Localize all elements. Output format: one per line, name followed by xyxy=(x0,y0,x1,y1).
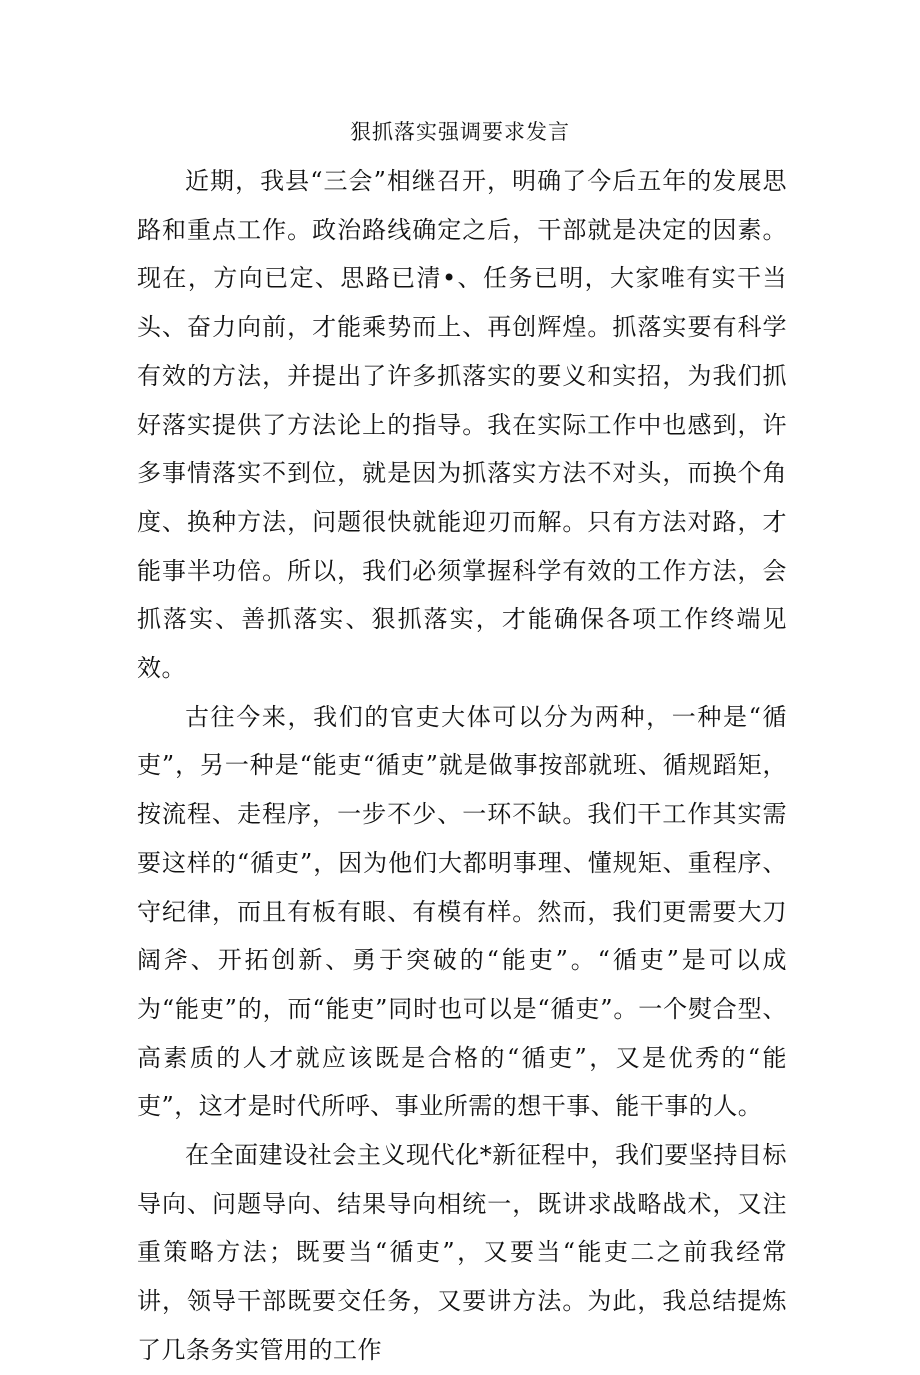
document-body xyxy=(137,157,787,1375)
document-title: 狠抓落实强调要求发言 xyxy=(350,120,570,144)
paragraph-3: 在全面建设社会主义现代化*新征程中，我们要坚持目标导向、问题导向、结果导向相统一，既讲求战略战术，又注重策略方法；既要当“循吏”，又要当“能吏二之前我经常讲，领导干部既要交任务，又要讲方法。为此，我总结提炼了几条务实管用的工作 xyxy=(137,1141,787,1364)
paragraph-1: 近期，我县“三会”相继召开，明确了今后五年的发展思路和重点工作。政治路线确定之后，干部就是决定的因素。现在，方向已定、思路已清•、任务已明，大家唯有实干当头、奋力向前，才能乘势而上、再创辉煌。抓落实要有科学有效的方法，并提出了许多抓落实的要义和实招，为我们抓好落实提供了方法论上的指导。我在实际工作中也感到，许多事情落实不到位，就是因为抓落实方法不对头，而换个角度、换种方法，问题很快就能迎刃而解。只有方法对路，才能事半功倍。所以，我们必须掌握科学有效的工作方法，会抓落实、善抓落实、狠抓落实，才能确保各项工作终端见效。 xyxy=(137,167,787,683)
paragraph-2: 古往今来，我们的官吏大体可以分为两种，一种是“循吏”，另一种是“能吏“循吏”就是做事按部就班、循规蹈矩，按流程、走程序，一步不少、一环不缺。我们干工作其实需要这样的“循吏”，因为他们大都明事理、懂规矩、重程序、守纪律，而且有板有眼、有模有样。然而，我们更需要大刀阔斧、开拓创新、勇于突破的“能吏”。“循吏”是可以成为“能吏”的，而“能吏”同时也可以是“循吏”。一个熨合型、高素质的人才就应该既是合格的“循吏”，又是优秀的“能吏”，这才是时代所呼、事业所需的想干事、能干事的人。 xyxy=(137,702,787,1121)
